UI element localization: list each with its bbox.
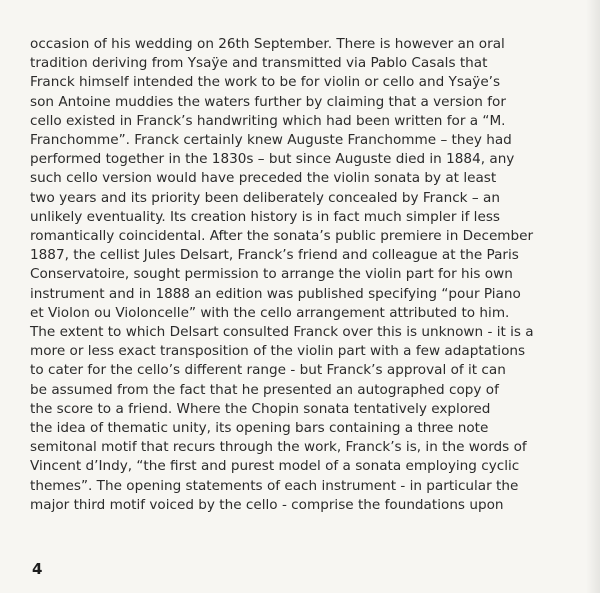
text-line: semitonal motif that recurs through the work, Franck’s is, in the words of [30, 439, 527, 456]
text-line: performed together in the 1830s – but since Auguste died in 1884, any [30, 151, 515, 168]
text-line: be assumed from the fact that he presented an autographed copy of [30, 381, 499, 398]
text-line: 1887, the cellist Jules Delsart, Franck’s friend and colleague at the Paris [30, 247, 519, 264]
page-number: 4 [32, 560, 43, 578]
text-line: The extent to which Delsart consulted Franck over this is unknown - it is a [30, 324, 534, 341]
text-line: instrument and in 1888 an edition was published specifying “pour Piano [30, 285, 521, 302]
text-line: themes”. The opening statements of each instrument - in particular the [30, 477, 519, 494]
text-line: such cello version would have preceded the violin sonata by at least [30, 170, 497, 187]
text-line: son Antoine muddies the waters further by claiming that a version for [30, 93, 506, 110]
text-line: Franck himself intended the work to be for violin or cello and Ysaÿe’s [30, 74, 501, 91]
text-line: more or less exact transposition of the violin part with a few adaptations [30, 343, 526, 360]
text-line: two years and its priority been deliberately concealed by Franck – an [30, 189, 500, 206]
text-line: romantically coincidental. After the sonata’s public premiere in December [30, 228, 534, 245]
text-line: major third motif voiced by the cello - comprise the foundations upon [30, 496, 504, 513]
text-line: Franchomme”. Franck certainly knew Auguste Franchomme – they had [30, 132, 512, 149]
body-text [30, 35, 590, 515]
text-line: Conservatoire, sought permission to arrange the violin part for his own [30, 266, 513, 283]
text-line: Vincent d’Indy, “the first and purest model of a sonata employing cyclic [30, 458, 520, 475]
text-line: the idea of thematic unity, its opening bars containing a three note [30, 420, 489, 437]
text-line: unlikely eventuality. Its creation history is in fact much simpler if less [30, 208, 500, 225]
text-line: to cater for the cello’s different range - but Franck’s approval of it can [30, 362, 506, 379]
text-line: occasion of his wedding on 26th September. There is however an oral [30, 36, 505, 52]
text-line: et Violon ou Violoncelle” with the cello arrangement attributed to him. [30, 304, 510, 321]
text-line: cello existed in Franck’s handwriting which had been written for a “M. [30, 112, 506, 129]
text-line: the score to a friend. Where the Chopin sonata tentatively explored [30, 400, 491, 417]
text-line: tradition deriving from Ysaÿe and transmitted via Pablo Casals that [30, 55, 488, 72]
